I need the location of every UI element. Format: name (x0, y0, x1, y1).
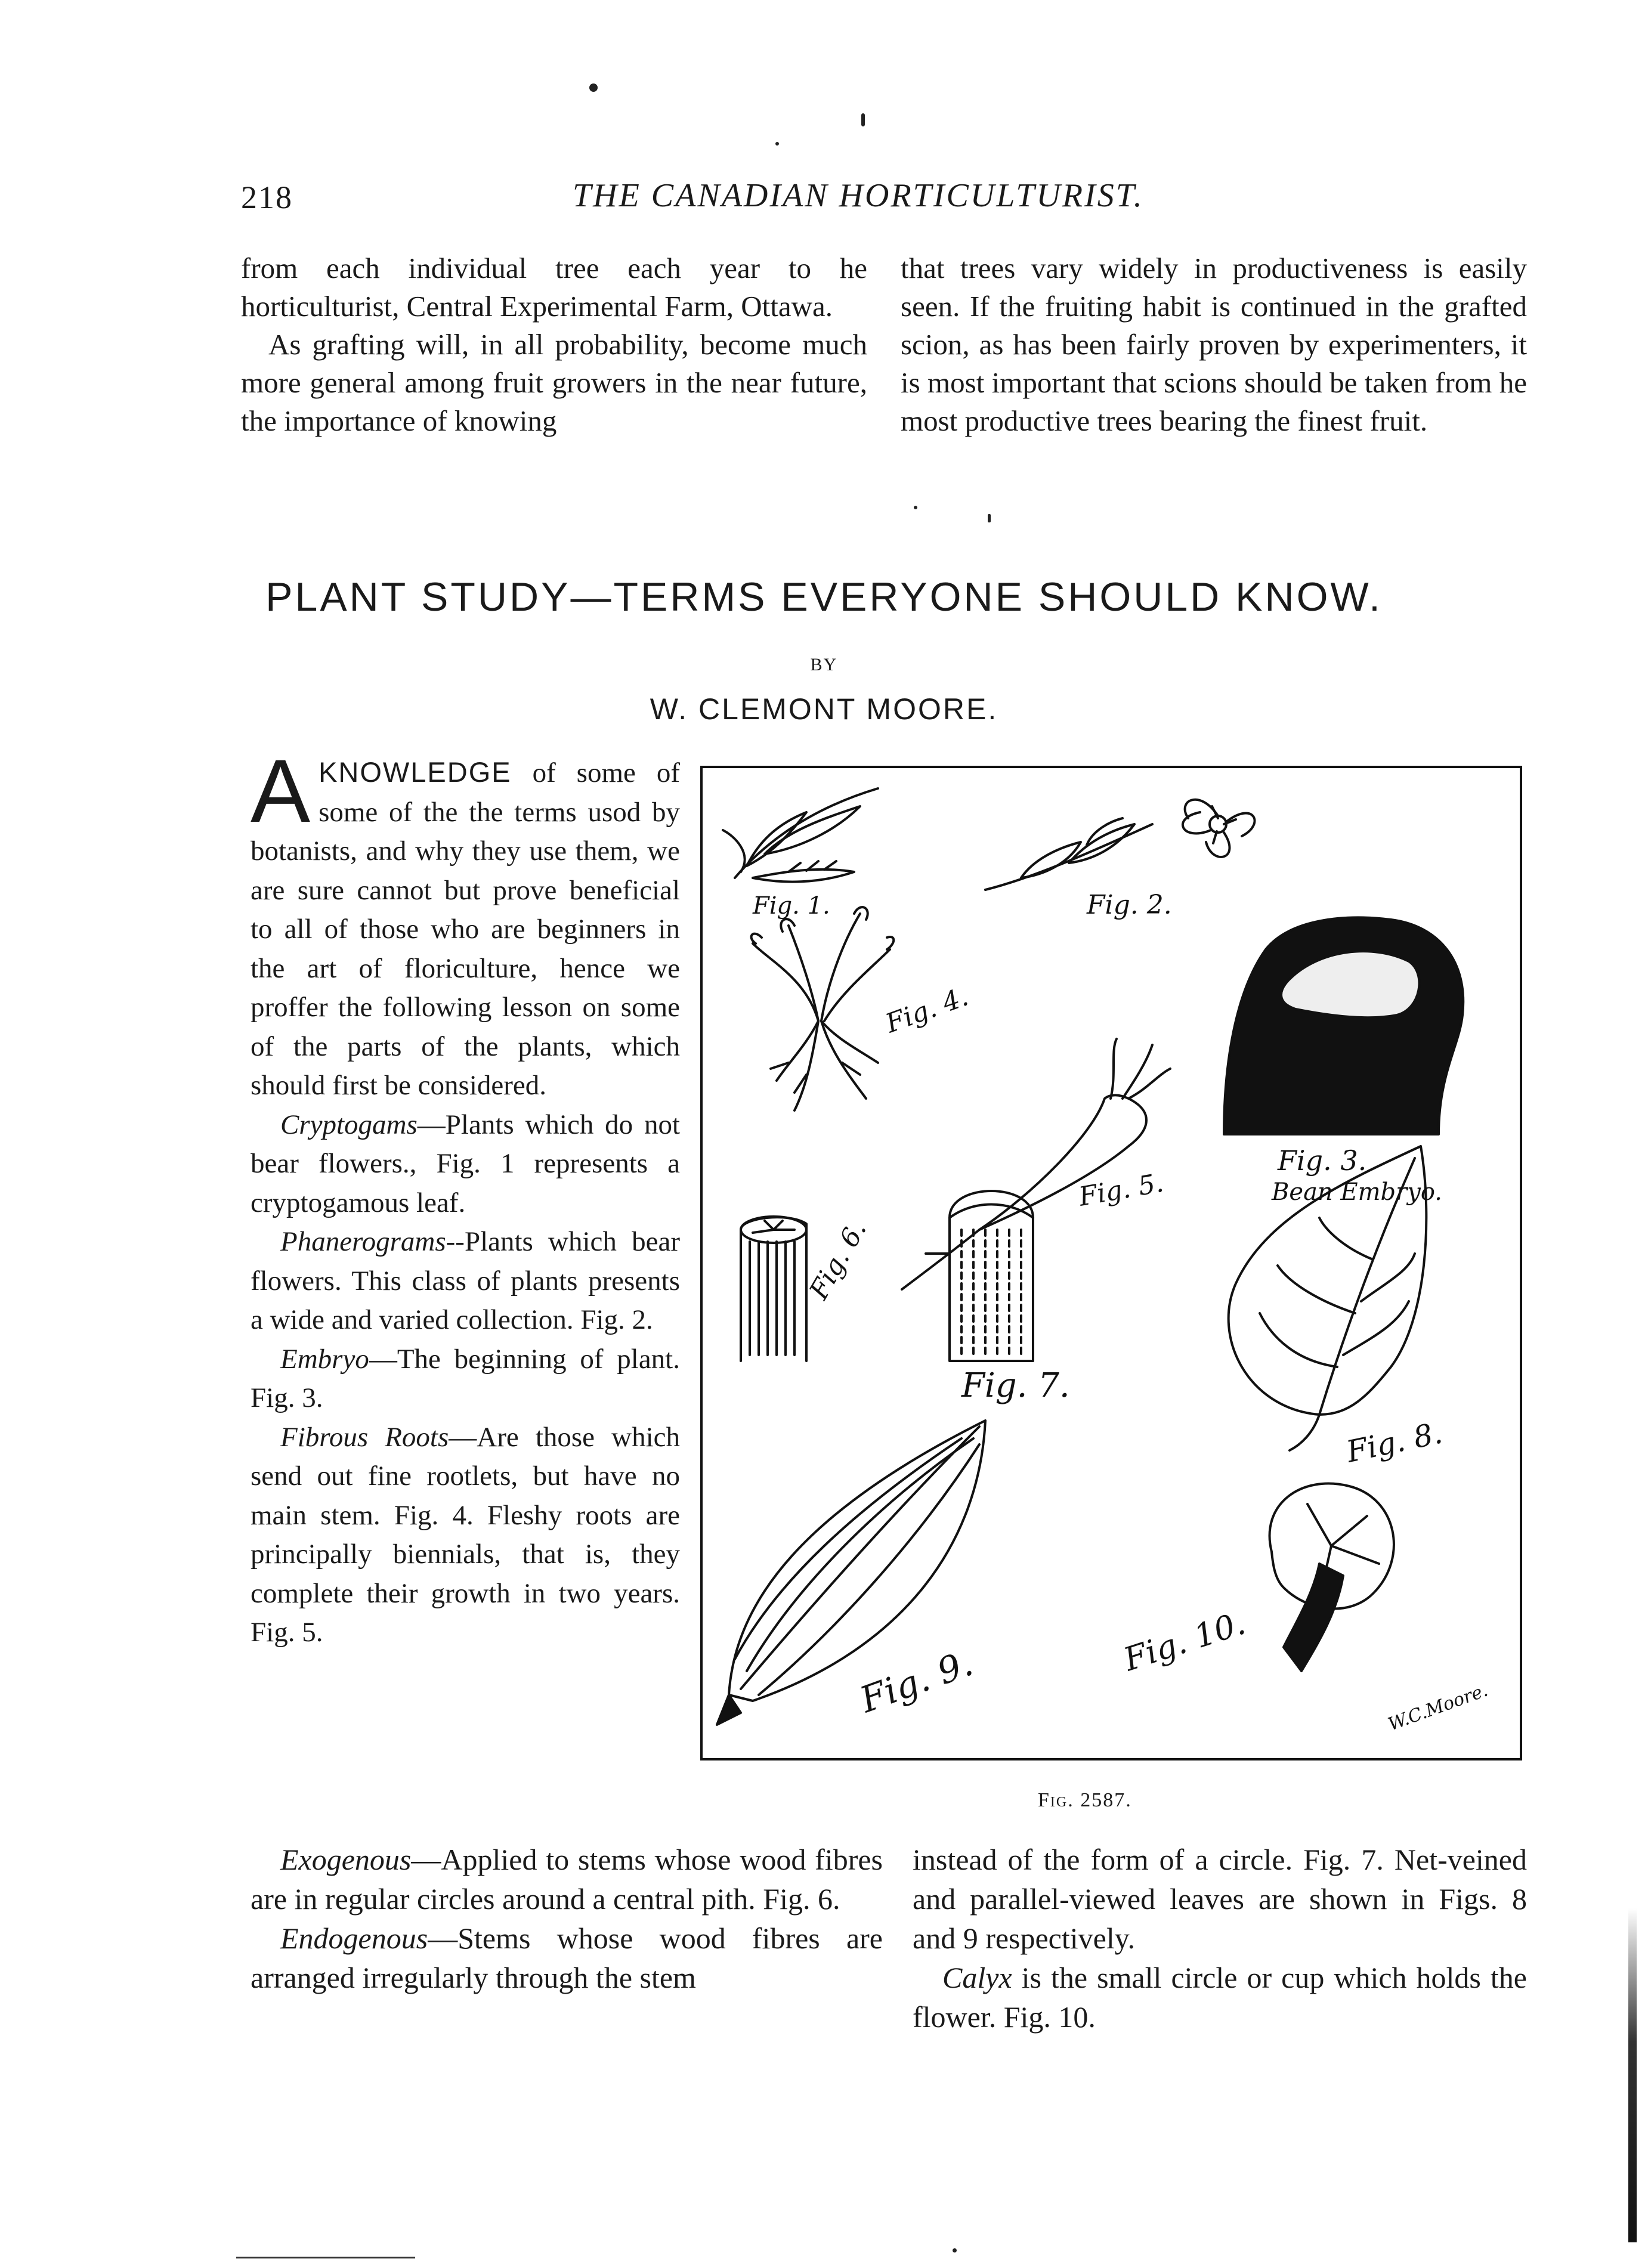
term-endogenous (251, 1919, 883, 1997)
term-fibrous-roots (251, 1418, 680, 1653)
lead-caps: KNOWLEDGE (319, 756, 512, 788)
byline-by: BY (810, 655, 838, 674)
fig-label: Fig. 6. (803, 1215, 873, 1305)
flowering-stem-drawing (985, 800, 1254, 890)
page-number: 218 (241, 180, 293, 215)
term-definition: —Applied to stems whose wood fibres are in regular circles around a central pith. Fig. 6. (251, 1843, 883, 1916)
intro-right-column (901, 249, 1527, 440)
term-label: Calyx (942, 1961, 1012, 1994)
term-phanerograms (251, 1223, 680, 1340)
scan-edge-mark (1628, 1908, 1637, 2242)
term-definition: —The beginning of plant. Fig. 3. (251, 1343, 680, 1413)
fig-label: Fig. 10. (1119, 1604, 1250, 1679)
term-definition: is the small circle or cup which holds the flower. Fig. 10. (913, 1961, 1527, 2034)
intro-left-column (241, 249, 867, 440)
endogenous-stem-drawing (950, 1191, 1033, 1361)
artist-signature: W.C.Moore. (1385, 1679, 1491, 1735)
term-label: Endogenous (280, 1922, 428, 1955)
fig-label: Fig. 3. (1278, 1144, 1367, 1177)
term-definition: —Plants which do not bear flowers., Fig. 1 represents a cryptogamous leaf. (251, 1109, 680, 1218)
fig-label: Fig. 8. (1343, 1415, 1446, 1469)
fig-label: Fig. 5. (1077, 1167, 1166, 1212)
scan-speck (775, 142, 779, 146)
term-cryptogams (251, 1106, 680, 1223)
term-label: Cryptogams (280, 1109, 418, 1140)
running-title: THE CANADIAN HORTICULTURIST. (573, 177, 1144, 214)
fig-label: Fig. 7. (961, 1366, 1070, 1405)
calyx-flower-drawing (1270, 1484, 1394, 1671)
intro-right-paragraph-1: that trees vary widely in productiveness is easily seen. If the fruiting habit is continued in the grafted scion, as has been fairly proven by experimenters, it is most important that scions should be taken from he most productive trees bearing the finest fruit. (901, 252, 1527, 437)
term-label: Phanerograms (280, 1226, 446, 1257)
term-label: Embryo (280, 1343, 369, 1375)
bean-embryo-drawing (1224, 918, 1463, 1134)
intro-left-paragraph-1: from each individual tree each year to he horticulturist, Central Experimental Farm, Ottawa. (241, 252, 867, 323)
fig-label: Fig. 4. (882, 981, 972, 1039)
bottom-rule (236, 2257, 415, 2258)
term-label: Exogenous (280, 1843, 412, 1876)
term-embryo (251, 1340, 680, 1418)
figure-caption: Fig. 2587. (1038, 1789, 1132, 1811)
bottom-left-column (251, 1840, 883, 1997)
fleshy-root-drawing (902, 1039, 1170, 1289)
intro-left-paragraph-2: As grafting will, in all probability, become much more general among fruit growers in the near future, the importance of knowing (241, 328, 867, 437)
scan-speck (589, 83, 598, 92)
scan-speck (988, 514, 991, 522)
term-definition: —Are those which send out fine rootlets, but have no main stem. Fig. 4. Fleshy roots are principally biennials, that is, they complete their growth in two years. Fig. 5. (251, 1421, 680, 1648)
scan-speck (953, 2248, 957, 2252)
term-calyx (913, 1958, 1527, 2037)
drop-cap: A (251, 741, 311, 841)
fig-sublabel: Bean Embryo. (1272, 1178, 1442, 1206)
term-label: Fibrous Roots (280, 1421, 449, 1453)
scan-speck (914, 506, 917, 509)
scan-speck (861, 113, 865, 126)
lead-paragraph (251, 741, 680, 1106)
article-left-column (251, 741, 680, 1653)
fig-label: Fig. 9. (855, 1642, 979, 1722)
bottom-right-column (913, 1840, 1527, 2037)
article-title: PLANT STUDY—TERMS EVERYONE SHOULD KNOW. (265, 574, 1383, 620)
term-definition: --Plants which bear flowers. This class of plants presents a wide and varied collection. Fig. 2. (251, 1226, 680, 1335)
fig-label: Fig. 2. (1087, 890, 1172, 920)
fibrous-roots-drawing (752, 907, 894, 1110)
fig-label: Fig. 1. (753, 892, 830, 920)
term-definition: —Stems whose wood fibres are arranged irregularly through the stem (251, 1922, 883, 1994)
endogenous-continuation: instead of the form of a circle. Fig. 7. Net-veined and parallel-viewed leaves are shown in Figs. 8 and 9 respectively. (913, 1843, 1527, 1955)
exogenous-stem-drawing (741, 1217, 806, 1361)
article-author: W. CLEMONT MOORE. (650, 692, 998, 726)
term-exogenous (251, 1840, 883, 1919)
lead-text: of some of some of the the terms usod by botanists, and why they use them, we are sure cannot but prove beneficial to all of those who are beginners in the art of floriculture, hence we proffer the following lesson on some of the parts of the plants, which should first be considered. (251, 757, 680, 1101)
fern-leaf-drawing (723, 788, 878, 882)
botanical-figure-plate (699, 765, 1523, 1762)
